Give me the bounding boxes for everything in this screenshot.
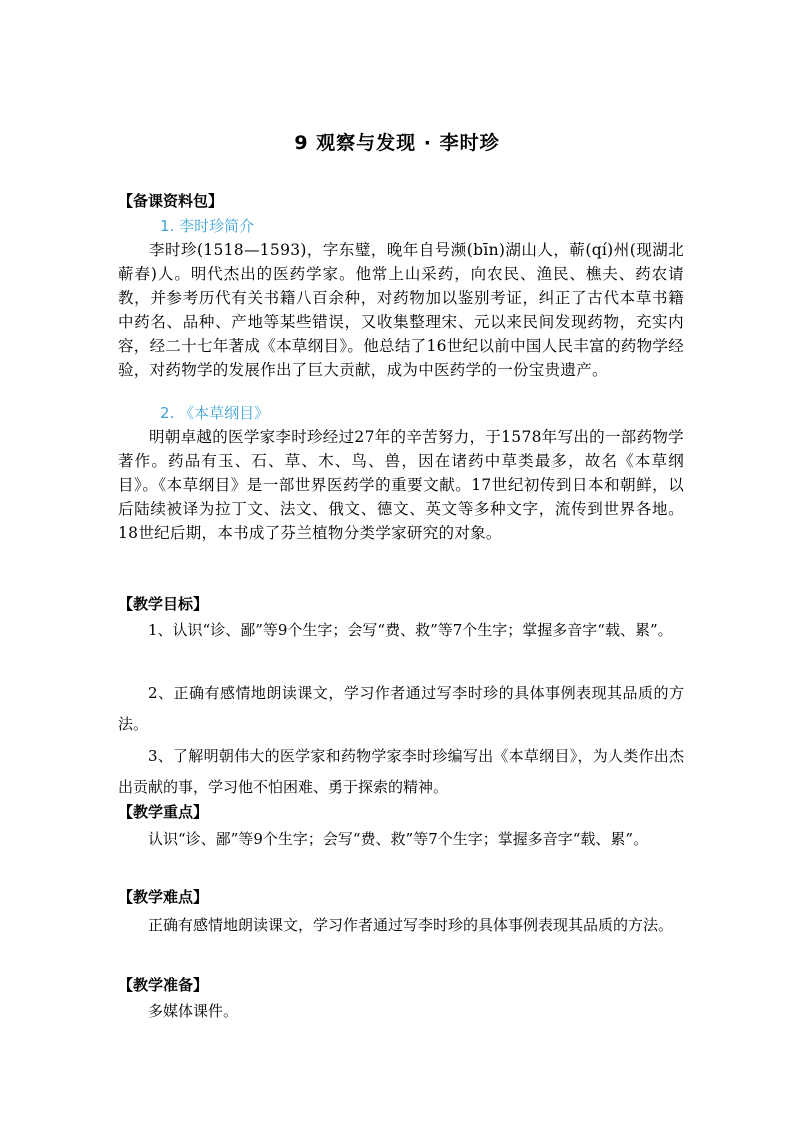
- key-points-text: 认识“诊、鄙”等9个生字；会写“费、救”等7个生字；掌握多音字“载、累”。: [148, 830, 649, 848]
- objective-item-2: 2、正确有感情地朗读课文，学习作者通过写李时珍的具体事例表现其品质的方法。: [118, 684, 684, 733]
- section2-paragraph: 明朝卓越的医学家李时珍经过27年的辛苦努力，于1578年写出的一部药物学著作。药品有玉、石、草、木、鸟、兽，因在诸药中草类最多，故名《本草纲目》。《本草纲目》是一部世界医药学的重要文献。17世纪初传到日本和朝鲜，以后陆续被译为拉丁文、法文、俄文、德文、英文等多种文字，流传到世界各地。18世纪后期，本书成了芬兰植物分类学家研究的对象。: [118, 428, 684, 542]
- preparation-text: 多媒体课件。: [148, 1002, 239, 1020]
- preparation-heading: 【教学准备】: [118, 976, 209, 994]
- page-title: 9 观察与发现 · 李时珍: [294, 132, 500, 154]
- key-points-heading: 【教学重点】: [118, 803, 209, 821]
- objectives-heading: 【教学目标】: [118, 595, 209, 613]
- objective-item-1: 1、认识“诊、鄙”等9个生字；会写“费、救”等7个生字；掌握多音字“载、累”。: [148, 621, 673, 639]
- difficulties-heading: 【教学难点】: [118, 888, 209, 906]
- section2-title: 2. 《本草纲目》: [160, 404, 270, 422]
- objective-item-3: 3、了解明朝伟大的医学家和药物学家李时珍编写出《本草纲目》，为人类作出杰出贡献的事，学习他不怕困难、勇于探索的精神。: [118, 747, 684, 796]
- section1-paragraph: 李时珍(1518—1593)，字东璧，晚年自号濒(bīn)湖山人，蕲(qí)州(现湖北蕲春)人。明代杰出的医药学家。他常上山采药，向农民、渔民、樵夫、药农请教，并参考历代有关书籍八百余种，对药物加以鉴别考证，纠正了古代本草书籍中药名、品种、产地等某些错误，又收集整理宋、元以来民间发现药物，充实内容，经二十七年著成《本草纲目》。他总结了16世纪以前中国人民丰富的药物学经验，对药物学的发展作出了巨大贡献，成为中医药学的一份宝贵遗产。: [118, 241, 684, 379]
- difficulties-text: 正确有感情地朗读课文，学习作者通过写李时珍的具体事例表现其品质的方法。: [148, 916, 674, 934]
- section1-title: 1. 李时珍简介: [160, 217, 255, 235]
- materials-heading: 【备课资料包】: [118, 192, 224, 210]
